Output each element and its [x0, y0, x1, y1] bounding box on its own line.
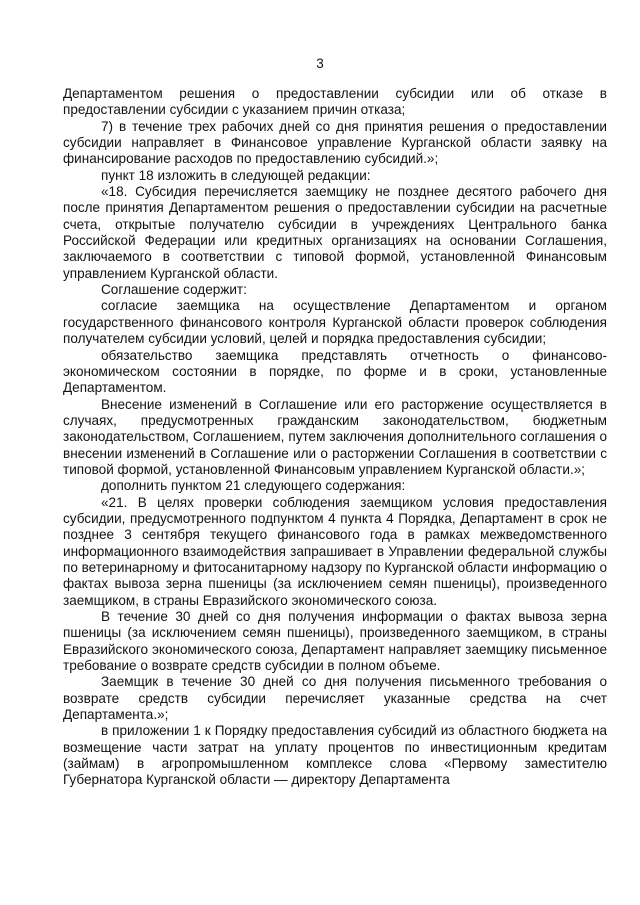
paragraph: Заемщик в течение 30 дней со дня получения письменного требования о возврате средств субсидии перечисляет указанные средства на счет Департамента.»;	[63, 674, 607, 723]
paragraph: В течение 30 дней со дня получения информации о фактах вывоза зерна пшеницы (за исключением семян пшеницы), произведенного заемщиком, в страны Евразийского экономического союза, Департамент направляет заемщику письменное требование о возврате средств субсидии в полном объеме.	[63, 609, 607, 674]
paragraph: 7) в течение трех рабочих дней со дня принятия решения о предоставлении субсидии направляет в Финансовое управление Курганской области заявку на финансирование расходов по предоставлению субсидий.»;	[63, 118, 607, 167]
paragraph: обязательство заемщика представлять отчетность о финансово-экономическом состоянии в порядке, по форме и в сроки, установленные Департаментом.	[63, 347, 607, 396]
paragraph: пункт 18 изложить в следующей редакции:	[101, 167, 371, 183]
paragraph: Соглашение содержит:	[101, 282, 247, 298]
paragraph: «21. В целях проверки соблюдения заемщиком условия предоставления субсидии, предусмотренного подпунктом 4 пункта 4 Порядка, Департамент в срок не позднее 3 сентября текущего финансового года в рамках межведомственного информационного взаимодействия запрашивает в Управлении федеральной службы по ветеринарному и фитосанитарному надзору по Курганской области информацию о фактах вывоза зерна пшеницы (за исключением семян пшеницы), произведенного заемщиком, в страны Евразийского экономического союза.	[63, 494, 607, 608]
paragraph: «18. Субсидия перечисляется заемщику не позднее десятого рабочего дня после принятия Департаментом решения о предоставлении субсидии на расчетные счета, открытые получателю субсидии в учреждениях Центрального банка Российской Федерации или кредитных организациях на основании Соглашения, заключаемого в соответствии с типовой формой, установленной Финансовым управлением Курганской области.	[63, 184, 607, 281]
paragraph: дополнить пунктом 21 следующего содержания:	[101, 478, 406, 494]
paragraph: согласие заемщика на осуществление Департаментом и органом государственного финансового контроля Курганской области проверок соблюдения получателем субсидии условий, целей и порядка предоставления субсидии;	[63, 298, 607, 347]
page-number: 3	[316, 56, 324, 71]
document-body	[63, 86, 607, 789]
paragraph: Департаментом решения о предоставлении субсидии или об отказе в предоставлении субсидии с указанием причин отказа;	[63, 86, 607, 118]
paragraph: Внесение изменений в Соглашение или его расторжение осуществляется в случаях, предусмотренных гражданским законодательством, бюджетным законодательством, Соглашением, путем заключения дополнительного соглашения о внесении изменений в Соглашение или о расторжении Соглашения в соответствии с типовой формой, установленной Финансовым управлением Курганской области.»;	[63, 396, 607, 477]
paragraph: в приложении 1 к Порядку предоставления субсидий из областного бюджета на возмещение части затрат на уплату процентов по инвестиционным кредитам (займам) в агропромышленном комплексе слова «Первому заместителю Губернатора Курганской области — директору Департамента	[63, 723, 607, 788]
